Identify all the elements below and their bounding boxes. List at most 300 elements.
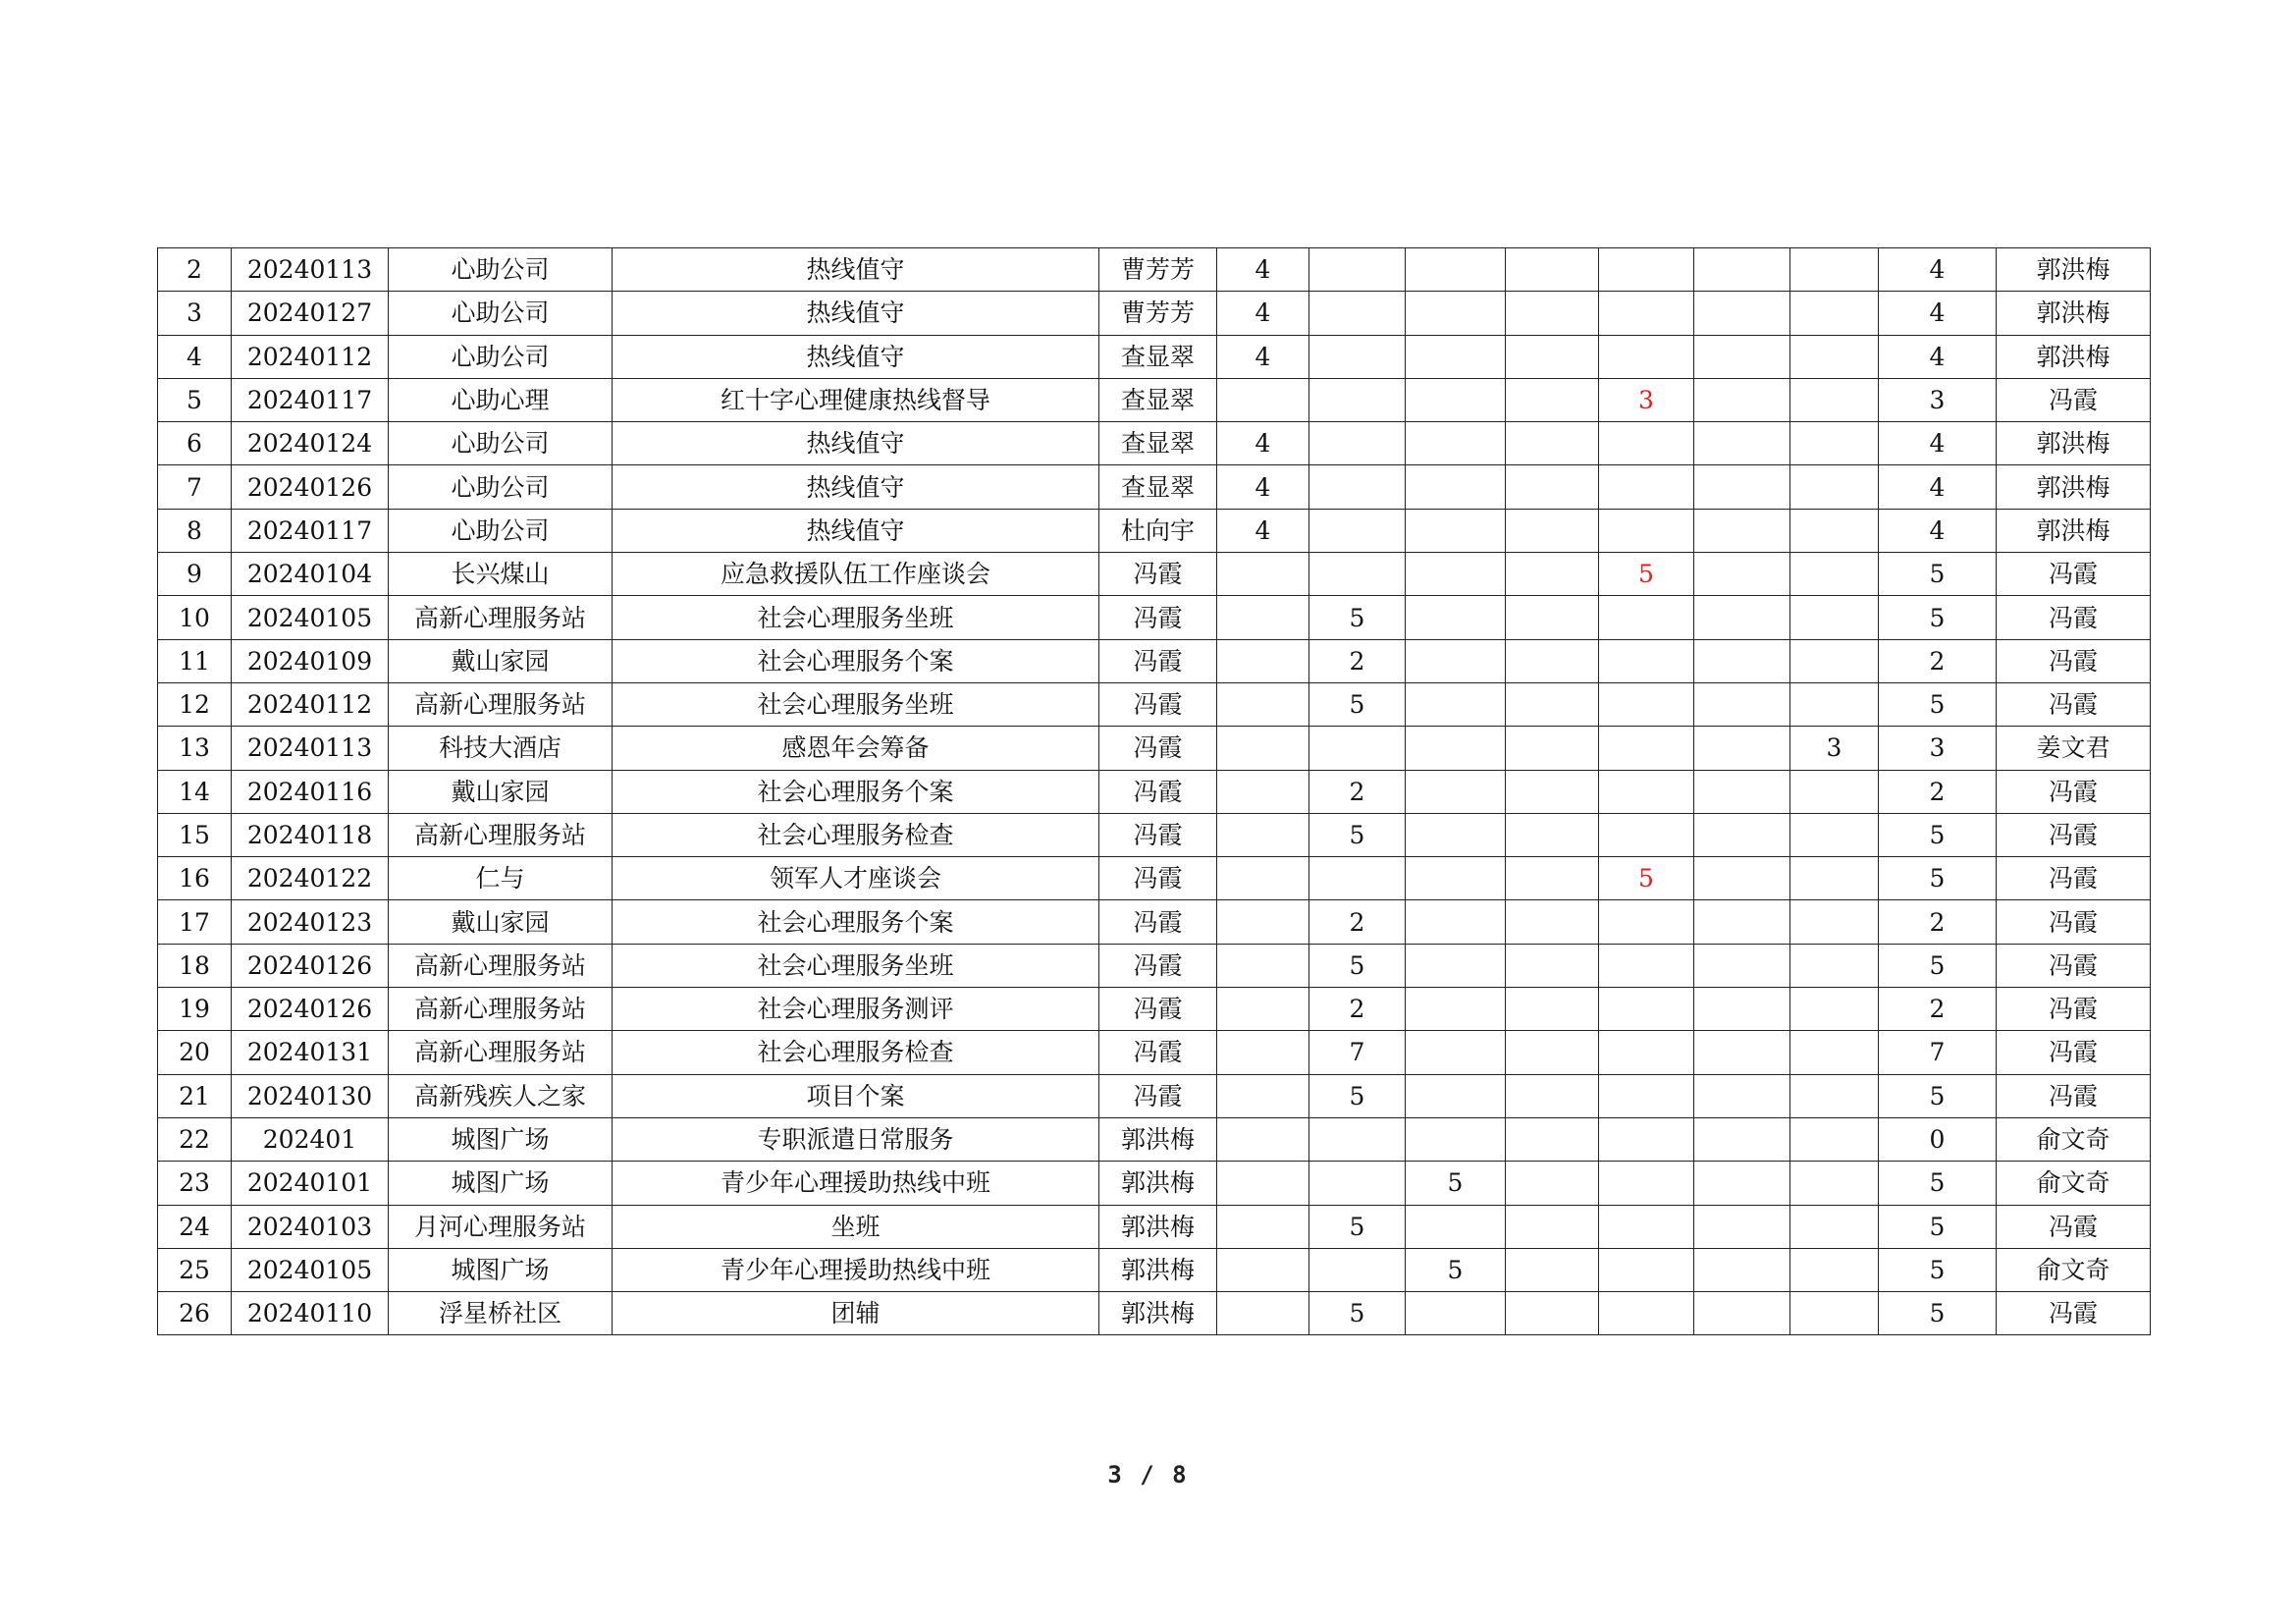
cell-activity: 团辅 [613, 1292, 1099, 1335]
cell-staff: 查显翠 [1099, 335, 1217, 378]
cell-hours-col-5 [1599, 1117, 1694, 1161]
cell-location: 心助心理 [389, 378, 613, 421]
cell-activity: 热线值守 [613, 292, 1099, 335]
cell-reviewer: 冯霞 [1997, 988, 2151, 1031]
cell-hours-col-2: 5 [1309, 1292, 1406, 1335]
table-row [158, 1205, 2151, 1248]
cell-hours-col-2 [1309, 1162, 1406, 1205]
table-row [158, 292, 2151, 335]
cell-location: 长兴煤山 [389, 553, 613, 596]
cell-seq: 22 [158, 1117, 232, 1161]
cell-location: 心助公司 [389, 292, 613, 335]
cell-hours-col-3 [1406, 1074, 1506, 1117]
cell-hours-col-6 [1694, 509, 1790, 552]
cell-hours-col-7 [1790, 335, 1879, 378]
table-row [158, 1248, 2151, 1291]
cell-total-hours: 5 [1879, 944, 1997, 987]
table-row [158, 465, 2151, 509]
cell-date: 20240113 [232, 248, 389, 292]
cell-hours-col-2: 2 [1309, 639, 1406, 682]
cell-hours-col-4 [1506, 1248, 1599, 1291]
cell-total-hours: 4 [1879, 335, 1997, 378]
cell-hours-col-6 [1694, 422, 1790, 465]
cell-hours-col-1 [1217, 1162, 1309, 1205]
cell-hours-col-5 [1599, 770, 1694, 813]
cell-hours-col-7 [1790, 1117, 1879, 1161]
cell-hours-col-5 [1599, 335, 1694, 378]
cell-hours-col-4 [1506, 465, 1599, 509]
cell-hours-col-7 [1790, 422, 1879, 465]
cell-location: 高新心理服务站 [389, 1031, 613, 1074]
cell-hours-col-3 [1406, 639, 1506, 682]
cell-hours-col-4 [1506, 1292, 1599, 1335]
cell-hours-col-5: 3 [1599, 378, 1694, 421]
cell-hours-col-1 [1217, 813, 1309, 856]
cell-hours-col-2: 5 [1309, 682, 1406, 726]
cell-staff: 郭洪梅 [1099, 1292, 1217, 1335]
cell-seq: 2 [158, 248, 232, 292]
cell-hours-col-3 [1406, 335, 1506, 378]
cell-seq: 13 [158, 727, 232, 770]
cell-reviewer: 郭洪梅 [1997, 292, 2151, 335]
cell-hours-col-6 [1694, 682, 1790, 726]
cell-activity: 社会心理服务个案 [613, 900, 1099, 944]
hours-table [157, 247, 2151, 1335]
cell-hours-col-2 [1309, 509, 1406, 552]
cell-hours-col-1: 4 [1217, 335, 1309, 378]
cell-staff: 曹芳芳 [1099, 248, 1217, 292]
cell-reviewer: 冯霞 [1997, 1292, 2151, 1335]
cell-hours-col-2: 2 [1309, 900, 1406, 944]
table-row [158, 639, 2151, 682]
cell-hours-col-1 [1217, 944, 1309, 987]
cell-location: 戴山家园 [389, 639, 613, 682]
cell-hours-col-3: 5 [1406, 1162, 1506, 1205]
cell-total-hours: 5 [1879, 553, 1997, 596]
cell-location: 心助公司 [389, 248, 613, 292]
cell-hours-col-3 [1406, 1292, 1506, 1335]
cell-hours-col-5 [1599, 465, 1694, 509]
cell-hours-col-1 [1217, 639, 1309, 682]
cell-hours-col-2: 5 [1309, 944, 1406, 987]
cell-activity: 热线值守 [613, 335, 1099, 378]
cell-date: 20240113 [232, 727, 389, 770]
table-row [158, 509, 2151, 552]
cell-seq: 20 [158, 1031, 232, 1074]
cell-total-hours: 4 [1879, 292, 1997, 335]
cell-hours-col-4 [1506, 944, 1599, 987]
cell-hours-col-4 [1506, 1117, 1599, 1161]
page-number: 3 / 8 [1107, 1461, 1189, 1489]
cell-staff: 冯霞 [1099, 900, 1217, 944]
cell-total-hours: 4 [1879, 248, 1997, 292]
cell-total-hours: 3 [1879, 727, 1997, 770]
cell-date: 20240104 [232, 553, 389, 596]
cell-location: 高新心理服务站 [389, 988, 613, 1031]
cell-hours-col-3 [1406, 988, 1506, 1031]
table-row [158, 944, 2151, 987]
cell-location: 科技大酒店 [389, 727, 613, 770]
cell-hours-col-3 [1406, 682, 1506, 726]
cell-hours-col-1 [1217, 1205, 1309, 1248]
cell-hours-col-6 [1694, 1205, 1790, 1248]
cell-hours-col-7 [1790, 682, 1879, 726]
table-row [158, 727, 2151, 770]
cell-total-hours: 2 [1879, 988, 1997, 1031]
cell-date: 202401 [232, 1117, 389, 1161]
cell-total-hours: 5 [1879, 857, 1997, 900]
cell-hours-col-5 [1599, 1205, 1694, 1248]
cell-staff: 郭洪梅 [1099, 1117, 1217, 1161]
cell-hours-col-2 [1309, 292, 1406, 335]
table-row [158, 770, 2151, 813]
cell-hours-col-4 [1506, 900, 1599, 944]
cell-hours-col-4 [1506, 1205, 1599, 1248]
cell-hours-col-5 [1599, 1074, 1694, 1117]
cell-total-hours: 4 [1879, 422, 1997, 465]
cell-date: 20240117 [232, 509, 389, 552]
table-row [158, 1031, 2151, 1074]
cell-hours-col-7 [1790, 1162, 1879, 1205]
table-row [158, 1074, 2151, 1117]
cell-date: 20240110 [232, 1292, 389, 1335]
cell-reviewer: 郭洪梅 [1997, 335, 2151, 378]
cell-reviewer: 冯霞 [1997, 596, 2151, 639]
cell-seq: 15 [158, 813, 232, 856]
cell-hours-col-3 [1406, 1117, 1506, 1161]
cell-hours-col-2 [1309, 465, 1406, 509]
cell-total-hours: 4 [1879, 509, 1997, 552]
cell-hours-col-1 [1217, 988, 1309, 1031]
cell-reviewer: 冯霞 [1997, 813, 2151, 856]
cell-hours-col-2 [1309, 857, 1406, 900]
cell-staff: 冯霞 [1099, 553, 1217, 596]
cell-reviewer: 冯霞 [1997, 1205, 2151, 1248]
cell-hours-col-2 [1309, 1248, 1406, 1291]
cell-hours-col-2: 5 [1309, 813, 1406, 856]
cell-seq: 25 [158, 1248, 232, 1291]
cell-hours-col-6 [1694, 900, 1790, 944]
cell-hours-col-7 [1790, 857, 1879, 900]
cell-date: 20240126 [232, 465, 389, 509]
table-row [158, 378, 2151, 421]
cell-hours-col-7 [1790, 292, 1879, 335]
cell-total-hours: 3 [1879, 378, 1997, 421]
cell-reviewer: 冯霞 [1997, 1074, 2151, 1117]
cell-reviewer: 俞文奇 [1997, 1117, 2151, 1161]
cell-date: 20240123 [232, 900, 389, 944]
cell-seq: 16 [158, 857, 232, 900]
cell-hours-col-1: 4 [1217, 422, 1309, 465]
cell-hours-col-7 [1790, 1074, 1879, 1117]
cell-location: 城图广场 [389, 1162, 613, 1205]
cell-date: 20240116 [232, 770, 389, 813]
cell-hours-col-6 [1694, 292, 1790, 335]
cell-hours-col-2 [1309, 422, 1406, 465]
cell-activity: 社会心理服务检查 [613, 1031, 1099, 1074]
cell-hours-col-7 [1790, 770, 1879, 813]
cell-hours-col-3 [1406, 465, 1506, 509]
cell-hours-col-6 [1694, 944, 1790, 987]
table-row [158, 596, 2151, 639]
cell-date: 20240131 [232, 1031, 389, 1074]
cell-location: 高新心理服务站 [389, 944, 613, 987]
cell-total-hours: 2 [1879, 770, 1997, 813]
cell-reviewer: 冯霞 [1997, 770, 2151, 813]
cell-seq: 21 [158, 1074, 232, 1117]
cell-hours-col-1 [1217, 682, 1309, 726]
cell-hours-col-1 [1217, 770, 1309, 813]
cell-activity: 社会心理服务测评 [613, 988, 1099, 1031]
cell-hours-col-5: 5 [1599, 857, 1694, 900]
cell-activity: 专职派遣日常服务 [613, 1117, 1099, 1161]
cell-location: 城图广场 [389, 1248, 613, 1291]
cell-hours-col-6 [1694, 988, 1790, 1031]
cell-activity: 热线值守 [613, 422, 1099, 465]
cell-reviewer: 俞文奇 [1997, 1248, 2151, 1291]
cell-hours-col-5 [1599, 248, 1694, 292]
cell-hours-col-3 [1406, 857, 1506, 900]
cell-hours-col-4 [1506, 727, 1599, 770]
cell-reviewer: 郭洪梅 [1997, 509, 2151, 552]
cell-staff: 冯霞 [1099, 857, 1217, 900]
cell-date: 20240112 [232, 335, 389, 378]
cell-staff: 冯霞 [1099, 1031, 1217, 1074]
cell-hours-col-3 [1406, 596, 1506, 639]
cell-activity: 社会心理服务坐班 [613, 944, 1099, 987]
table-row [158, 1292, 2151, 1335]
cell-location: 高新心理服务站 [389, 682, 613, 726]
cell-reviewer: 冯霞 [1997, 639, 2151, 682]
cell-staff: 冯霞 [1099, 682, 1217, 726]
cell-date: 20240109 [232, 639, 389, 682]
cell-hours-col-1 [1217, 900, 1309, 944]
cell-reviewer: 姜文君 [1997, 727, 2151, 770]
table-row [158, 1162, 2151, 1205]
cell-activity: 应急救援队伍工作座谈会 [613, 553, 1099, 596]
cell-staff: 查显翠 [1099, 465, 1217, 509]
cell-hours-col-4 [1506, 509, 1599, 552]
cell-hours-col-6 [1694, 465, 1790, 509]
cell-reviewer: 冯霞 [1997, 944, 2151, 987]
cell-staff: 郭洪梅 [1099, 1248, 1217, 1291]
cell-hours-col-7 [1790, 944, 1879, 987]
cell-reviewer: 俞文奇 [1997, 1162, 2151, 1205]
cell-total-hours: 5 [1879, 1205, 1997, 1248]
cell-hours-col-4 [1506, 553, 1599, 596]
cell-activity: 坐班 [613, 1205, 1099, 1248]
cell-hours-col-1 [1217, 553, 1309, 596]
cell-staff: 冯霞 [1099, 727, 1217, 770]
cell-total-hours: 2 [1879, 639, 1997, 682]
cell-hours-col-7 [1790, 248, 1879, 292]
cell-activity: 项目个案 [613, 1074, 1099, 1117]
cell-hours-col-6 [1694, 553, 1790, 596]
cell-activity: 青少年心理援助热线中班 [613, 1248, 1099, 1291]
cell-hours-col-1 [1217, 1248, 1309, 1291]
cell-total-hours: 5 [1879, 1248, 1997, 1291]
cell-hours-col-1 [1217, 1031, 1309, 1074]
cell-hours-col-3 [1406, 422, 1506, 465]
cell-location: 城图广场 [389, 1117, 613, 1161]
cell-hours-col-6 [1694, 1292, 1790, 1335]
cell-activity: 热线值守 [613, 248, 1099, 292]
cell-hours-col-7 [1790, 378, 1879, 421]
cell-hours-col-6 [1694, 1162, 1790, 1205]
cell-hours-col-7: 3 [1790, 727, 1879, 770]
cell-hours-col-7 [1790, 900, 1879, 944]
cell-date: 20240105 [232, 596, 389, 639]
cell-hours-col-4 [1506, 335, 1599, 378]
table-row [158, 553, 2151, 596]
cell-total-hours: 0 [1879, 1117, 1997, 1161]
table-row [158, 682, 2151, 726]
cell-date: 20240118 [232, 813, 389, 856]
cell-hours-col-5 [1599, 944, 1694, 987]
cell-hours-col-4 [1506, 1031, 1599, 1074]
cell-reviewer: 郭洪梅 [1997, 248, 2151, 292]
cell-hours-col-6 [1694, 1074, 1790, 1117]
cell-hours-col-4 [1506, 292, 1599, 335]
cell-hours-col-2: 7 [1309, 1031, 1406, 1074]
cell-hours-col-1: 4 [1217, 509, 1309, 552]
cell-hours-col-5 [1599, 596, 1694, 639]
cell-hours-col-3 [1406, 727, 1506, 770]
cell-date: 20240124 [232, 422, 389, 465]
cell-date: 20240127 [232, 292, 389, 335]
cell-reviewer: 冯霞 [1997, 1031, 2151, 1074]
cell-seq: 4 [158, 335, 232, 378]
cell-reviewer: 冯霞 [1997, 857, 2151, 900]
cell-hours-col-3 [1406, 1205, 1506, 1248]
table-row [158, 1117, 2151, 1161]
cell-hours-col-3 [1406, 248, 1506, 292]
cell-hours-col-4 [1506, 378, 1599, 421]
table-row [158, 335, 2151, 378]
cell-hours-col-7 [1790, 1292, 1879, 1335]
cell-staff: 冯霞 [1099, 1074, 1217, 1117]
cell-hours-col-2: 5 [1309, 596, 1406, 639]
cell-hours-col-3 [1406, 900, 1506, 944]
cell-hours-col-1: 4 [1217, 248, 1309, 292]
cell-total-hours: 5 [1879, 682, 1997, 726]
cell-activity: 感恩年会筹备 [613, 727, 1099, 770]
cell-hours-col-7 [1790, 639, 1879, 682]
table-row [158, 857, 2151, 900]
cell-hours-col-2 [1309, 335, 1406, 378]
cell-activity: 热线值守 [613, 465, 1099, 509]
cell-hours-col-1 [1217, 1117, 1309, 1161]
cell-seq: 24 [158, 1205, 232, 1248]
cell-seq: 7 [158, 465, 232, 509]
cell-hours-col-1 [1217, 1074, 1309, 1117]
cell-hours-col-3 [1406, 509, 1506, 552]
cell-hours-col-2 [1309, 727, 1406, 770]
cell-hours-col-6 [1694, 1248, 1790, 1291]
cell-hours-col-1 [1217, 727, 1309, 770]
cell-total-hours: 5 [1879, 1292, 1997, 1335]
cell-seq: 9 [158, 553, 232, 596]
cell-hours-col-5 [1599, 1248, 1694, 1291]
cell-hours-col-4 [1506, 857, 1599, 900]
cell-hours-col-1: 4 [1217, 465, 1309, 509]
cell-hours-col-2: 5 [1309, 1074, 1406, 1117]
cell-hours-col-5: 5 [1599, 553, 1694, 596]
cell-location: 仁与 [389, 857, 613, 900]
cell-staff: 冯霞 [1099, 770, 1217, 813]
cell-location: 月河心理服务站 [389, 1205, 613, 1248]
cell-hours-col-5 [1599, 682, 1694, 726]
cell-date: 20240126 [232, 988, 389, 1031]
cell-location: 高新残疾人之家 [389, 1074, 613, 1117]
cell-total-hours: 5 [1879, 1162, 1997, 1205]
cell-hours-col-3: 5 [1406, 1248, 1506, 1291]
cell-hours-col-1 [1217, 1292, 1309, 1335]
cell-hours-col-4 [1506, 422, 1599, 465]
cell-hours-col-6 [1694, 378, 1790, 421]
cell-hours-col-5 [1599, 292, 1694, 335]
cell-hours-col-7 [1790, 465, 1879, 509]
cell-reviewer: 冯霞 [1997, 900, 2151, 944]
cell-hours-col-4 [1506, 988, 1599, 1031]
cell-seq: 10 [158, 596, 232, 639]
cell-hours-col-3 [1406, 1031, 1506, 1074]
cell-hours-col-6 [1694, 770, 1790, 813]
cell-hours-col-1: 4 [1217, 292, 1309, 335]
cell-location: 浮星桥社区 [389, 1292, 613, 1335]
cell-hours-col-5 [1599, 509, 1694, 552]
cell-date: 20240130 [232, 1074, 389, 1117]
cell-date: 20240103 [232, 1205, 389, 1248]
cell-total-hours: 7 [1879, 1031, 1997, 1074]
cell-staff: 冯霞 [1099, 944, 1217, 987]
cell-hours-col-6 [1694, 248, 1790, 292]
cell-date: 20240126 [232, 944, 389, 987]
cell-location: 心助公司 [389, 422, 613, 465]
cell-seq: 6 [158, 422, 232, 465]
cell-date: 20240105 [232, 1248, 389, 1291]
cell-seq: 17 [158, 900, 232, 944]
cell-hours-col-6 [1694, 727, 1790, 770]
cell-hours-col-1 [1217, 596, 1309, 639]
cell-staff: 曹芳芳 [1099, 292, 1217, 335]
cell-hours-col-2: 2 [1309, 988, 1406, 1031]
cell-seq: 14 [158, 770, 232, 813]
cell-hours-col-2 [1309, 1117, 1406, 1161]
cell-hours-col-6 [1694, 639, 1790, 682]
cell-hours-col-3 [1406, 292, 1506, 335]
cell-location: 戴山家园 [389, 900, 613, 944]
cell-hours-col-4 [1506, 813, 1599, 856]
cell-hours-col-6 [1694, 857, 1790, 900]
cell-staff: 郭洪梅 [1099, 1162, 1217, 1205]
cell-hours-col-3 [1406, 944, 1506, 987]
cell-hours-col-5 [1599, 813, 1694, 856]
cell-location: 高新心理服务站 [389, 813, 613, 856]
cell-date: 20240112 [232, 682, 389, 726]
cell-hours-col-7 [1790, 1205, 1879, 1248]
cell-total-hours: 2 [1879, 900, 1997, 944]
cell-hours-col-7 [1790, 813, 1879, 856]
cell-seq: 11 [158, 639, 232, 682]
cell-hours-col-5 [1599, 727, 1694, 770]
table-row [158, 422, 2151, 465]
cell-location: 心助公司 [389, 509, 613, 552]
table-row [158, 988, 2151, 1031]
cell-hours-col-5 [1599, 1031, 1694, 1074]
cell-activity: 青少年心理援助热线中班 [613, 1162, 1099, 1205]
cell-seq: 12 [158, 682, 232, 726]
